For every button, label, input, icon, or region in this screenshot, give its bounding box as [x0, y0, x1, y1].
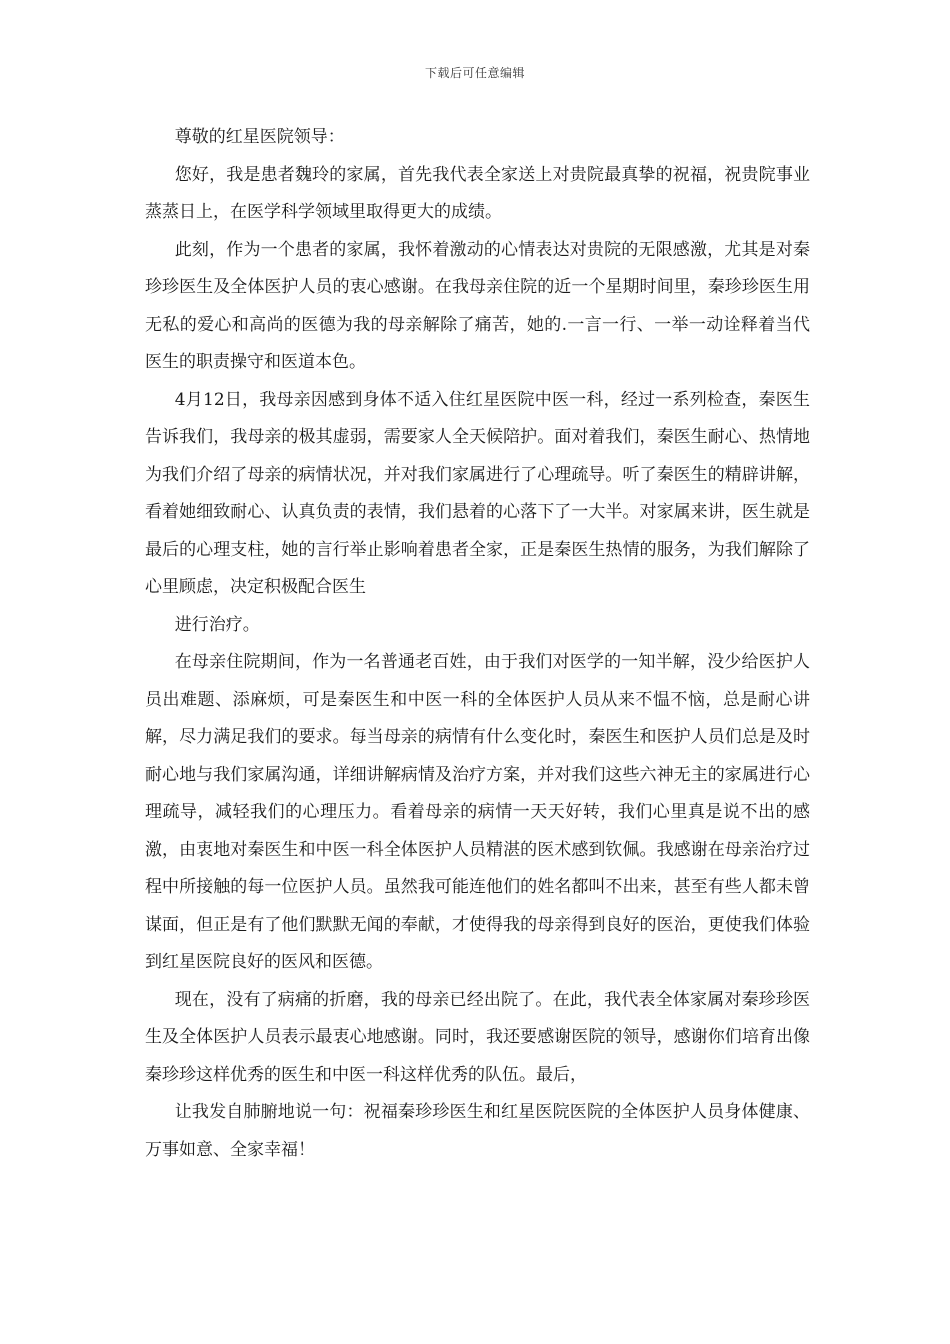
letter-paragraph-discharge: 现在，没有了病痛的折磨，我的母亲已经出院了。在此，我代表全体家属对秦珍珍医生及全体医护人员表示最衷心地感谢。同时，我还要感谢医院的领导，感谢你们培育出像秦珍珍这样优秀的医生和中医一科这样优秀的队伍。最后， [145, 989, 810, 1085]
letter-body [145, 119, 810, 1169]
letter-paragraph-greeting: 您好，我是患者魏玲的家属，首先我代表全家送上对贵院最真挚的祝福，祝贵院事业蒸蒸日上，在医学科学领域里取得更大的成绩。 [145, 164, 810, 222]
letter-salutation: 尊敬的红星医院领导： [174, 127, 345, 147]
letter-paragraph-gratitude: 此刻，作为一个患者的家属，我怀着激动的心情表达对贵院的无限感激，尤其是对秦珍珍医生及全体医护人员的衷心感谢。在我母亲住院的近一个星期时间里，秦珍珍医生用无私的爱心和高尚的医德为我的母亲解除了痛苦，她的.一言一行、一举一动诠释着当代医生的职责操守和医道本色。 [145, 239, 810, 372]
page-header-note: 下载后可任意编辑 [424, 66, 525, 80]
letter-paragraph-treatment: 进行治疗。 [174, 614, 260, 635]
letter-paragraph-blessing: 让我发自肺腑地说一句：祝福秦珍珍医生和红星医院医院的全体医护人员身体健康、万事如意、全家幸福！ [145, 1102, 810, 1160]
letter-paragraph-admission: 4月12日，我母亲因感到身体不适入住红星医院中医一科，经过一系列检查，秦医生告诉我们，我母亲的极其虚弱，需要家人全天候陪护。面对着我们，秦医生耐心、热情地为我们介绍了母亲的病情状况，并对我们家属进行了心理疏导。听了秦医生的精辟讲解，看着她细致耐心、认真负责的表情，我们悬着的心落下了一大半。对家属来讲，医生就是最后的心理支柱，她的言行举止影响着患者全家，正是秦医生热情的服务，为我们解除了心里顾虑，决定积极配合医生 [145, 389, 810, 597]
letter-paragraph-hospital-stay: 在母亲住院期间，作为一名普通老百姓，由于我们对医学的一知半解，没少给医护人员出难题、添麻烦，可是秦医生和中医一科的全体医护人员从来不愠不恼，总是耐心讲解，尽力满足我们的要求。每当母亲的病情有什么变化时，秦医生和医护人员们总是及时耐心地与我们家属沟通，详细讲解病情及治疗方案，并对我们这些六神无主的家属进行心理疏导，减轻我们的心理压力。看着母亲的病情一天天好转，我们心里真是说不出的感激，由衷地对秦医生和中医一科全体医护人员精湛的医术感到钦佩。我感谢在母亲治疗过程中所接触的每一位医护人员。虽然我可能连他们的姓名都叫不出来，甚至有些人都未曾谋面，但正是有了他们默默无闻的奉献，才使得我的母亲得到良好的医治，更使我们体验到红星医院良好的医风和医德。 [145, 652, 810, 972]
